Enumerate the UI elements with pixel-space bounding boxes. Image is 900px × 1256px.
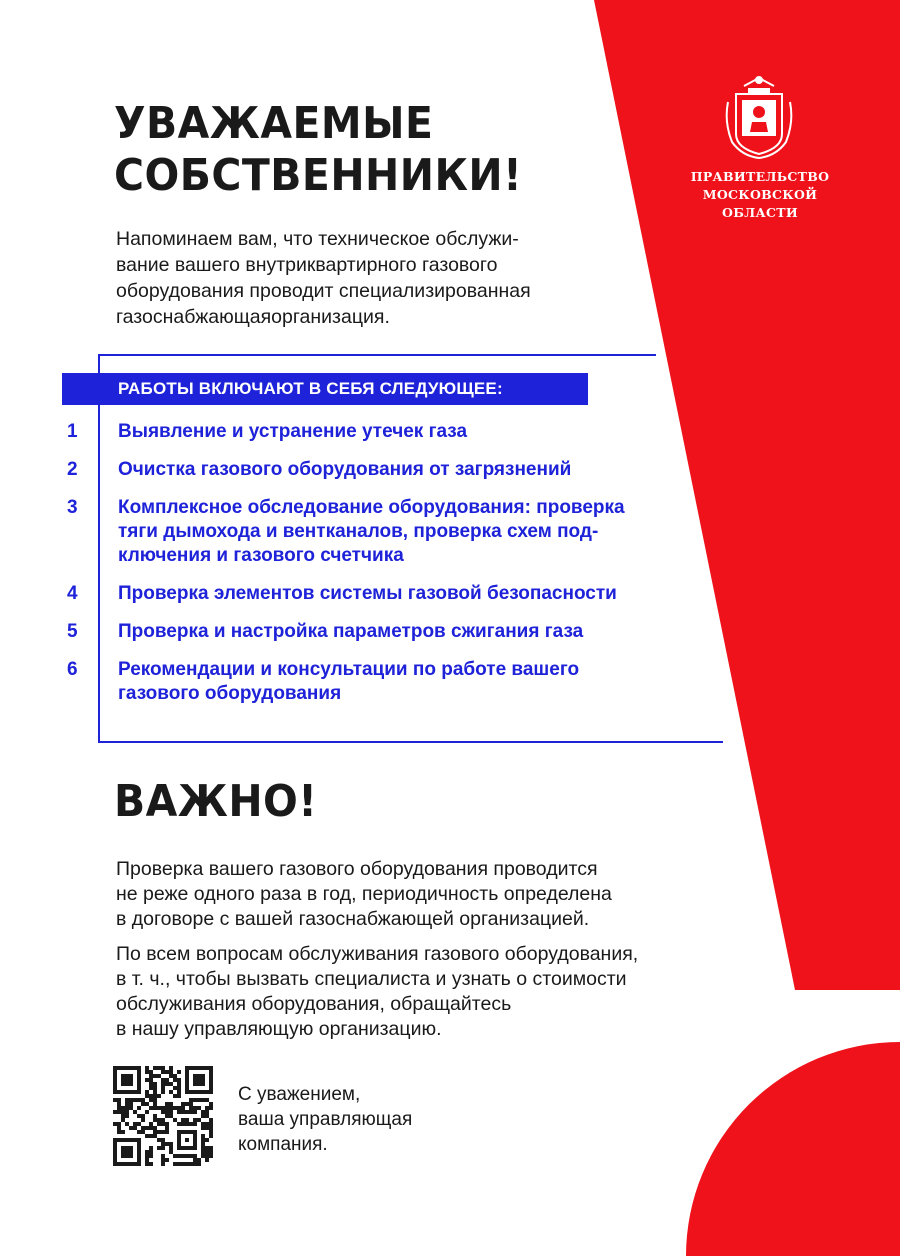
qr-module	[161, 1162, 165, 1166]
qr-module	[121, 1106, 125, 1110]
works-item-number: 2	[67, 459, 78, 480]
qr-module	[165, 1078, 169, 1082]
qr-module	[165, 1106, 169, 1110]
qr-module	[185, 1154, 189, 1158]
qr-module	[153, 1118, 157, 1122]
qr-module	[161, 1078, 165, 1082]
qr-module	[201, 1110, 205, 1114]
qr-module	[153, 1106, 157, 1110]
qr-module	[145, 1154, 149, 1158]
qr-module	[117, 1110, 121, 1114]
regards-line: компания.	[238, 1134, 328, 1155]
qr-module	[201, 1146, 205, 1150]
works-item-number: 4	[67, 583, 78, 604]
government-label-line: ОБЛАСТИ	[722, 205, 798, 220]
works-item-line: Комплексное обследование оборудования: проверка	[118, 497, 625, 518]
qr-module	[117, 1098, 121, 1102]
qr-module	[205, 1114, 209, 1118]
qr-module	[169, 1114, 173, 1118]
qr-module	[209, 1106, 213, 1110]
qr-module	[197, 1106, 201, 1110]
qr-module	[121, 1118, 125, 1122]
qr-module	[141, 1126, 145, 1130]
works-item-number: 6	[67, 659, 78, 680]
qr-module	[209, 1118, 213, 1122]
qr-module	[189, 1098, 193, 1102]
qr-module	[129, 1102, 133, 1106]
qr-module	[177, 1162, 181, 1166]
qr-module	[161, 1146, 165, 1150]
qr-module	[181, 1106, 185, 1110]
qr-module	[129, 1126, 133, 1130]
qr-module	[181, 1122, 185, 1126]
qr-module	[205, 1138, 209, 1142]
intro-line: газоснабжающаяорганизация.	[116, 306, 390, 328]
qr-module	[153, 1114, 157, 1118]
government-label-line: МОСКОВСКОЙ	[702, 187, 818, 202]
qr-module	[205, 1146, 209, 1150]
qr-module	[189, 1102, 193, 1106]
works-item-line: газового оборудования	[118, 683, 342, 704]
qr-module	[169, 1110, 173, 1114]
qr-module	[121, 1110, 125, 1114]
qr-module	[161, 1158, 165, 1162]
qr-module	[189, 1162, 193, 1166]
qr-module	[153, 1066, 157, 1070]
qr-module	[125, 1122, 129, 1126]
works-item-line: ключения и газового счетчика	[118, 545, 404, 566]
qr-module	[181, 1118, 185, 1122]
qr-module	[157, 1074, 161, 1078]
qr-module	[145, 1078, 149, 1082]
qr-module	[149, 1074, 153, 1078]
qr-module	[169, 1150, 173, 1154]
qr-module	[169, 1142, 173, 1146]
qr-module	[201, 1122, 205, 1126]
qr-module	[201, 1134, 205, 1138]
qr-module	[193, 1106, 197, 1110]
qr-module	[149, 1122, 153, 1126]
qr-module	[161, 1122, 165, 1126]
qr-module	[209, 1126, 213, 1130]
qr-module	[145, 1066, 149, 1070]
qr-module	[133, 1110, 137, 1114]
page-title-line: СОБСТВЕННИКИ!	[114, 150, 523, 201]
qr-module	[125, 1114, 129, 1118]
qr-module	[157, 1094, 161, 1098]
qr-module	[185, 1110, 189, 1114]
qr-module	[209, 1102, 213, 1106]
qr-module	[209, 1122, 213, 1126]
qr-module	[205, 1150, 209, 1154]
works-item-2	[62, 458, 702, 482]
intro-line: оборудования проводит специализированная	[116, 280, 531, 302]
qr-module	[173, 1118, 177, 1122]
qr-module	[153, 1074, 157, 1078]
qr-module	[181, 1110, 185, 1114]
qr-module	[177, 1110, 181, 1114]
qr-module	[165, 1102, 169, 1106]
qr-module	[169, 1146, 173, 1150]
qr-module	[149, 1106, 153, 1110]
qr-module	[145, 1094, 149, 1098]
qr-module	[145, 1134, 149, 1138]
works-item-text	[118, 458, 571, 482]
qr-module	[141, 1130, 145, 1134]
qr-module	[205, 1106, 209, 1110]
qr-module	[157, 1106, 161, 1110]
qr-module	[137, 1106, 141, 1110]
qr-module	[129, 1098, 133, 1102]
works-item-line: Проверка и настройка параметров сжигания газа	[118, 621, 584, 642]
qr-module	[145, 1158, 149, 1162]
qr-module	[117, 1102, 121, 1106]
qr-module	[149, 1150, 153, 1154]
qr-module	[189, 1154, 193, 1158]
qr-module	[133, 1126, 137, 1130]
qr-module	[189, 1122, 193, 1126]
qr-module	[193, 1098, 197, 1102]
qr-module	[201, 1114, 205, 1118]
paragraph-line: По всем вопросам обслуживания газового оборудования,	[116, 943, 639, 965]
qr-module	[169, 1070, 173, 1074]
qr-module	[177, 1090, 181, 1094]
qr-module	[193, 1122, 197, 1126]
qr-module	[177, 1122, 181, 1126]
paragraph-line: в договоре с вашей газоснабжающей организацией.	[116, 908, 590, 930]
qr-module	[173, 1086, 177, 1090]
works-item-text	[118, 496, 625, 568]
qr-module	[177, 1070, 181, 1074]
page-title	[114, 98, 522, 202]
qr-module	[181, 1154, 185, 1158]
qr-module	[205, 1158, 209, 1162]
regards-text	[238, 1082, 412, 1157]
qr-module	[177, 1154, 181, 1158]
qr-module	[181, 1102, 185, 1106]
qr-module	[193, 1162, 197, 1166]
intro-line: Напоминаем вам, что техническое обслужи-	[116, 228, 519, 250]
qr-module	[149, 1162, 153, 1166]
qr-module	[205, 1126, 209, 1130]
qr-module	[121, 1130, 125, 1134]
works-item-number: 1	[67, 421, 78, 442]
qr-module	[121, 1114, 125, 1118]
qr-module	[201, 1138, 205, 1142]
qr-module	[157, 1066, 161, 1070]
qr-module	[137, 1098, 141, 1102]
qr-module	[173, 1094, 177, 1098]
qr-module	[161, 1066, 165, 1070]
works-item-number: 3	[67, 497, 78, 518]
qr-module	[149, 1082, 153, 1086]
qr-module	[153, 1094, 157, 1098]
qr-module	[141, 1118, 145, 1122]
qr-module	[149, 1126, 153, 1130]
qr-module	[161, 1142, 165, 1146]
qr-module	[201, 1126, 205, 1130]
qr-module	[161, 1086, 165, 1090]
important-paragraph-2	[116, 942, 736, 1042]
qr-module	[153, 1098, 157, 1102]
qr-module	[161, 1070, 165, 1074]
qr-module	[197, 1118, 201, 1122]
qr-module	[133, 1122, 137, 1126]
qr-module	[201, 1154, 205, 1158]
paragraph-line: не реже одного раза в год, периодичность определена	[116, 883, 612, 905]
qr-module	[177, 1086, 181, 1090]
qr-module	[205, 1098, 209, 1102]
regards-line: С уважением,	[238, 1084, 361, 1105]
coat-of-arms-icon	[722, 72, 796, 160]
qr-module	[117, 1130, 121, 1134]
qr-module	[173, 1078, 177, 1082]
qr-module	[149, 1078, 153, 1082]
qr-module	[161, 1154, 165, 1158]
qr-module	[153, 1134, 157, 1138]
qr-module	[125, 1110, 129, 1114]
page-title-line: УВАЖАЕМЫЕ	[114, 98, 434, 149]
qr-module	[185, 1118, 189, 1122]
qr-module	[145, 1102, 149, 1106]
qr-module	[201, 1142, 205, 1146]
qr-module	[165, 1126, 169, 1130]
works-item-line: Очистка газового оборудования от загрязнений	[118, 459, 572, 480]
qr-module	[209, 1154, 213, 1158]
qr-module	[165, 1110, 169, 1114]
important-paragraph-1	[116, 857, 736, 932]
qr-module	[169, 1106, 173, 1110]
qr-module	[205, 1110, 209, 1114]
qr-module	[197, 1162, 201, 1166]
qr-module	[193, 1110, 197, 1114]
qr-module	[153, 1082, 157, 1086]
qr-module	[137, 1130, 141, 1134]
qr-module	[153, 1126, 157, 1130]
qr-module	[129, 1106, 133, 1110]
government-label-line: ПРАВИТЕЛЬСТВО	[690, 169, 830, 184]
paragraph-line: в нашу управляющую организацию.	[116, 1018, 442, 1040]
qr-module	[157, 1118, 161, 1122]
qr-module	[185, 1102, 189, 1106]
qr-module	[149, 1154, 153, 1158]
qr-module	[161, 1106, 165, 1110]
qr-module	[113, 1098, 117, 1102]
qr-module	[165, 1082, 169, 1086]
qr-module	[153, 1090, 157, 1094]
regards-line: ваша управляющая	[238, 1109, 413, 1130]
qr-module	[209, 1130, 213, 1134]
paragraph-line: в т. ч., чтобы вызвать специалиста и узнать о стоимости	[116, 968, 627, 990]
qr-module	[149, 1146, 153, 1150]
qr-module	[153, 1086, 157, 1090]
qr-module	[169, 1090, 173, 1094]
qr-module	[193, 1158, 197, 1162]
qr-module	[169, 1102, 173, 1106]
works-item-6	[62, 658, 702, 706]
qr-module	[137, 1114, 141, 1118]
qr-module	[173, 1162, 177, 1166]
government-label	[672, 168, 848, 222]
qr-code-icon[interactable]	[113, 1066, 213, 1166]
qr-module	[145, 1090, 149, 1094]
qr-module	[165, 1114, 169, 1118]
works-item-text	[118, 620, 583, 644]
qr-module	[137, 1122, 141, 1126]
qr-module	[145, 1162, 149, 1166]
qr-module	[149, 1134, 153, 1138]
qr-module	[133, 1098, 137, 1102]
qr-module	[173, 1154, 177, 1158]
qr-module	[161, 1082, 165, 1086]
works-item-line: Рекомендации и консультации по работе вашего	[118, 659, 580, 680]
qr-module	[165, 1130, 169, 1134]
qr-module	[113, 1122, 117, 1126]
works-item-text	[118, 582, 617, 606]
works-item-4	[62, 582, 702, 606]
qr-module	[165, 1122, 169, 1126]
paragraph-line: Проверка вашего газового оборудования проводится	[116, 858, 598, 880]
qr-module	[117, 1122, 121, 1126]
intro-paragraph	[116, 226, 616, 330]
qr-module	[165, 1158, 169, 1162]
qr-module	[189, 1106, 193, 1110]
qr-module	[125, 1102, 129, 1106]
works-item-5	[62, 620, 702, 644]
works-item-line: тяги дымохода и вентканалов, проверка схем под-	[118, 521, 599, 542]
qr-module	[209, 1146, 213, 1150]
paragraph-line: обслуживания оборудования, обращайтесь	[116, 993, 512, 1015]
important-heading: ВАЖНО!	[114, 776, 318, 827]
qr-module	[193, 1154, 197, 1158]
qr-module	[185, 1122, 189, 1126]
works-item-line: Проверка элементов системы газовой безопасности	[118, 583, 617, 604]
qr-module	[153, 1130, 157, 1134]
works-item-number: 5	[67, 621, 78, 642]
qr-module	[161, 1118, 165, 1122]
works-header: РАБОТЫ ВКЛЮЧАЮТ В СЕБЯ СЛЕДУЮЩЕЕ:	[62, 373, 588, 405]
qr-module	[113, 1110, 117, 1114]
works-item-line: Выявление и устранение утечек газа	[118, 421, 468, 442]
qr-module	[125, 1106, 129, 1110]
qr-module	[205, 1122, 209, 1126]
qr-module	[117, 1126, 121, 1130]
qr-module	[117, 1106, 121, 1110]
qr-module	[173, 1106, 177, 1110]
qr-module	[157, 1130, 161, 1134]
works-item-text	[118, 420, 467, 444]
qr-module	[193, 1118, 197, 1122]
qr-module	[157, 1146, 161, 1150]
qr-module	[169, 1066, 173, 1070]
qr-module	[173, 1074, 177, 1078]
qr-module	[157, 1122, 161, 1126]
qr-module	[177, 1078, 181, 1082]
qr-module	[169, 1082, 173, 1086]
qr-module	[205, 1154, 209, 1158]
qr-module	[153, 1102, 157, 1106]
qr-module	[201, 1098, 205, 1102]
qr-module	[149, 1070, 153, 1074]
works-list	[62, 420, 702, 720]
qr-module	[145, 1150, 149, 1154]
works-item-3	[62, 496, 702, 568]
qr-module	[149, 1086, 153, 1090]
qr-module	[201, 1150, 205, 1154]
qr-module	[209, 1150, 213, 1154]
works-item-1	[62, 420, 702, 444]
qr-module	[145, 1126, 149, 1130]
qr-module	[169, 1074, 173, 1078]
qr-module	[141, 1102, 145, 1106]
qr-module	[145, 1070, 149, 1074]
qr-module	[157, 1138, 161, 1142]
qr-module	[165, 1070, 169, 1074]
qr-module	[185, 1162, 189, 1166]
qr-module	[161, 1138, 165, 1142]
qr-module	[149, 1094, 153, 1098]
qr-module	[181, 1162, 185, 1166]
qr-module	[141, 1114, 145, 1118]
qr-module	[197, 1158, 201, 1162]
qr-module	[149, 1098, 153, 1102]
qr-module	[141, 1098, 145, 1102]
qr-module	[189, 1110, 193, 1114]
qr-module	[161, 1110, 165, 1114]
qr-module	[145, 1110, 149, 1114]
intro-line: вание вашего внутриквартирного газового	[116, 254, 498, 276]
qr-module	[197, 1098, 201, 1102]
qr-module	[177, 1106, 181, 1110]
works-item-text	[118, 658, 579, 706]
qr-module	[125, 1098, 129, 1102]
qr-module	[177, 1094, 181, 1098]
qr-module	[161, 1090, 165, 1094]
qr-module	[161, 1130, 165, 1134]
qr-module	[209, 1134, 213, 1138]
qr-module	[177, 1082, 181, 1086]
qr-module	[165, 1142, 169, 1146]
